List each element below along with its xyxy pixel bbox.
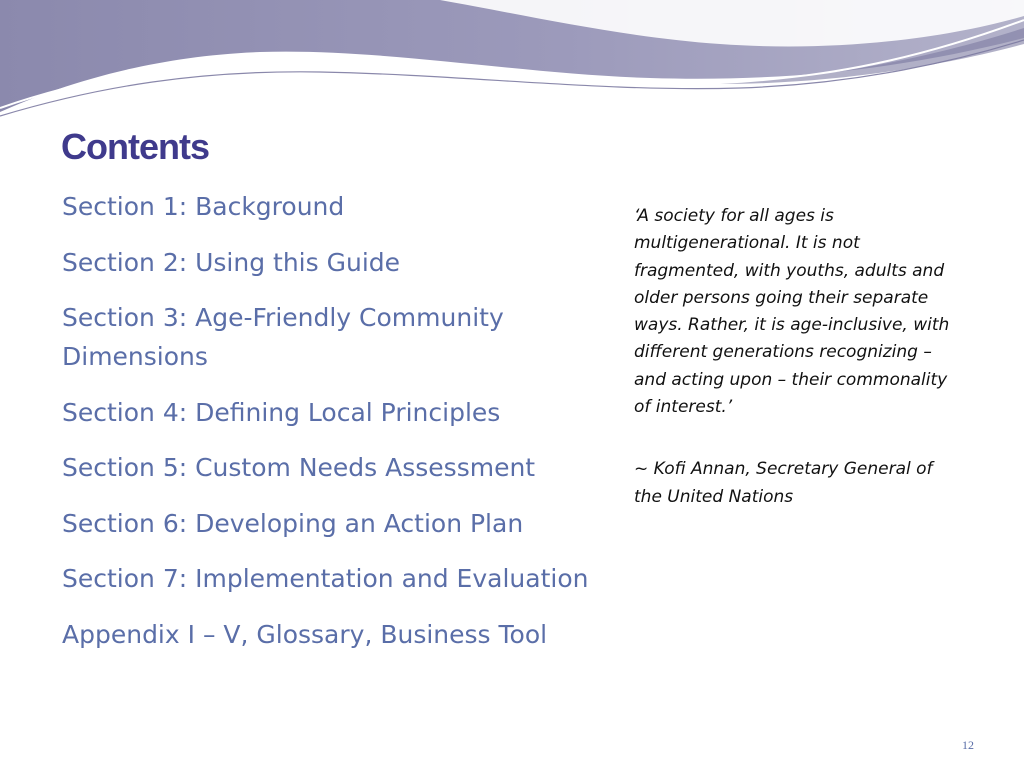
quote-attribution: ~ Kofi Annan, Secretary General of the United Nations xyxy=(634,459,933,507)
contents-item-section-5: Section 5: Custom Needs Assessment xyxy=(62,453,536,482)
slide-number: 12 xyxy=(962,738,974,752)
contents-item-section-1: Section 1: Background xyxy=(62,192,345,221)
contents-item-section-4: Section 4: Defining Local Principles xyxy=(62,397,501,427)
quote-text: ‘A society for all ages is multigenerational. It is not fragmented, with youths, adults and older persons going their separate ways. Rather, it is age-inclusive, with different generations recognizing – and acting upon – their commonality of interest.’ xyxy=(634,206,950,418)
contents-item-section-2: Section 2: Using this Guide xyxy=(62,247,401,277)
contents-item-section-3: Section 3: Age-Friendly Community Dimensions xyxy=(62,303,504,371)
slide-title: Contents xyxy=(61,126,209,167)
contents-item-appendix: Appendix I – V, Glossary, Business Tool xyxy=(62,619,548,649)
quote-box xyxy=(634,203,959,511)
contents-list xyxy=(62,187,622,670)
header-wave-decoration xyxy=(0,0,1024,130)
contents-item-section-7: Section 7: Implementation and Evaluation xyxy=(62,564,589,593)
contents-item-section-6: Section 6: Developing an Action Plan xyxy=(62,508,524,538)
